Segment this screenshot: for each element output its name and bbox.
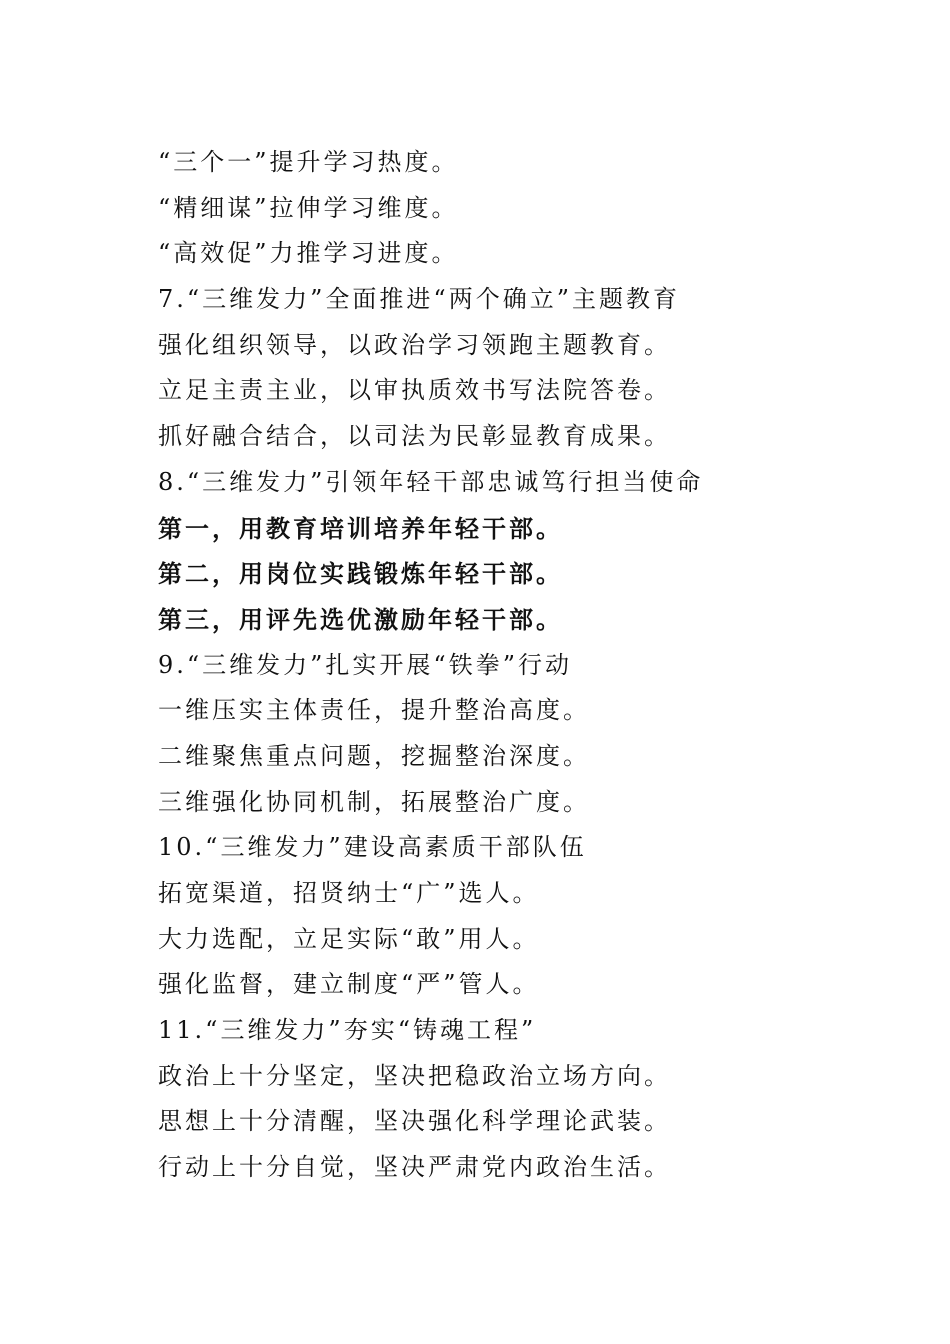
text-line: 立足主责主业，以审执质效书写法院答卷。: [158, 376, 671, 405]
text-line: 强化组织领导，以政治学习领跑主题教育。: [158, 330, 671, 359]
bold-text-line: 第一，用教育培训培养年轻干部。: [158, 513, 563, 543]
text-line: 三维强化协同机制，拓展整治广度。: [158, 787, 590, 816]
document-body: [158, 140, 878, 1191]
section-heading: 10.“三维发力”建设高素质干部队伍: [158, 833, 587, 862]
section-heading: 9.“三维发力”扎实开展“铁拳”行动: [158, 650, 572, 679]
text-line: 强化监督，建立制度“严”管人。: [158, 970, 540, 999]
text-line: 大力选配，立足实际“敢”用人。: [158, 924, 540, 953]
text-line: 抓好融合结合，以司法为民彰显教育成果。: [158, 422, 671, 451]
text-line: 二维聚焦重点问题，挖掘整治深度。: [158, 741, 590, 770]
text-line: 政治上十分坚定，坚决把稳政治立场方向。: [158, 1061, 671, 1090]
text-line: 行动上十分自觉，坚决严肃党内政治生活。: [158, 1153, 671, 1182]
text-line: 拓宽渠道，招贤纳士“广”选人。: [158, 879, 540, 907]
text-line: “高效促”力推学习进度。: [158, 239, 459, 268]
bold-text-line: 第二，用岗位实践锻炼年轻干部。: [158, 559, 563, 589]
section-heading: 8.“三维发力”引领年轻干部忠诚笃行担当使命: [158, 467, 704, 496]
text-line: 思想上十分清醒，坚决强化科学理论武装。: [158, 1107, 671, 1136]
section-heading: 7.“三维发力”全面推进“两个确立”主题教育: [158, 285, 680, 314]
section-heading: 11.“三维发力”夯实“铸魂工程”: [158, 1016, 537, 1045]
text-line: 一维压实主体责任，提升整治高度。: [158, 696, 590, 725]
text-line: “精细谋”拉伸学习维度。: [158, 193, 459, 222]
bold-text-line: 第三，用评先选优激励年轻干部。: [158, 604, 563, 634]
text-line: “三个一”提升学习热度。: [158, 148, 459, 176]
